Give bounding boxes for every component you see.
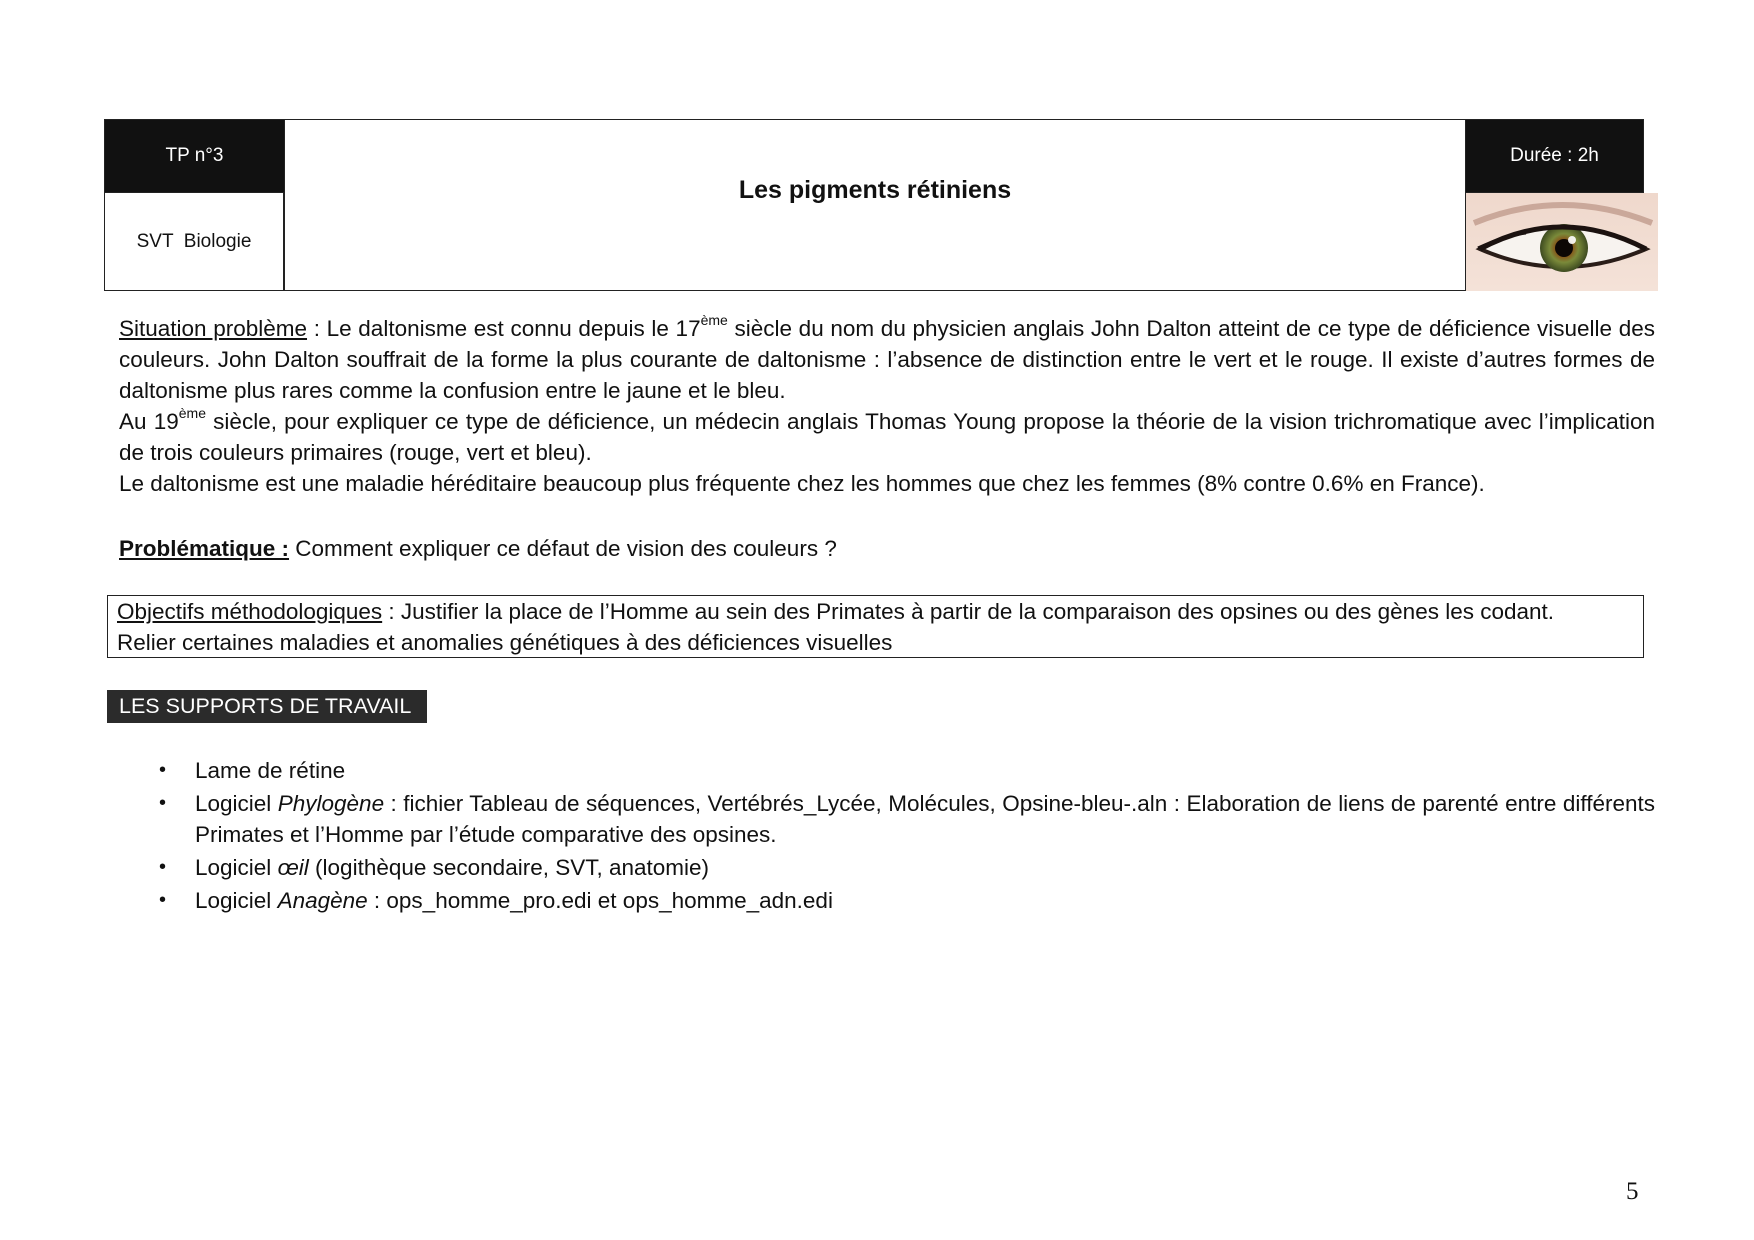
tp-number-cell <box>105 120 284 192</box>
eye-icon <box>1466 193 1658 291</box>
list-item-text: Logiciel <box>195 855 278 880</box>
software-name: Anagène <box>277 888 368 913</box>
situation-text-1b: siècle du nom du physicien anglais John Dalton atteint de ce type de déficience visuelle des couleurs. John Dalton souffrait de la forme la plus courante de daltonisme : l’absence de distinction entre le vert et le rouge. Il existe d’autres formes de daltonisme plus rares comme la confusion entre le jaune et le bleu. <box>119 316 1655 403</box>
duration-cell <box>1465 120 1643 192</box>
supports-heading: LES SUPPORTS DE TRAVAIL <box>107 690 427 723</box>
tp-number: TP n°3 <box>165 145 224 166</box>
list-item <box>119 755 1655 786</box>
page-title: Les pigments rétiniens <box>738 176 1012 204</box>
eye-image-cell <box>1465 192 1643 290</box>
subject-cell <box>105 192 284 290</box>
situation-paragraph <box>119 313 1655 499</box>
problematique-label: Problématique : <box>119 536 290 561</box>
list-item-text: Logiciel <box>195 888 278 913</box>
objectives-line-2: Relier certaines maladies et anomalies génétiques à des déficiences visuelles <box>117 630 893 655</box>
bullet-icon: • <box>159 889 167 911</box>
list-item <box>119 852 1655 883</box>
list-item-text: : fichier Tableau de séquences, Vertébrés_Lycée, Molécules, Opsine-bleu-.aln : Elaboration de liens de parenté entre différents Primates et l’Homme par l’étude comparative des opsines. <box>195 791 1655 847</box>
situation-text-2b: siècle, pour expliquer ce type de déficience, un médecin anglais Thomas Young propose la théorie de la vision trichromatique avec l’implication de trois couleurs primaires (rouge, vert et bleu). <box>119 409 1655 465</box>
situation-text-2a: Au 19 <box>119 409 179 434</box>
problematique-line <box>119 533 837 564</box>
problematique-text: Comment expliquer ce défaut de vision des couleurs ? <box>289 536 837 561</box>
bullet-icon: • <box>159 792 167 814</box>
superscript-2: ème <box>178 405 206 421</box>
header-table <box>104 119 1644 291</box>
list-item-text: : ops_homme_pro.edi et ops_homme_adn.edi <box>367 888 833 913</box>
software-name: œil <box>277 855 309 880</box>
duration-label: Durée : 2h <box>1510 145 1599 166</box>
objectives-label: Objectifs méthodologiques <box>117 599 383 624</box>
objectives-text-1: : Justifier la place de l’Homme au sein des Primates à partir de la comparaison des opsines ou des gènes les codant. <box>382 599 1555 624</box>
list-item <box>119 788 1655 850</box>
list-item-text: (logithèque secondaire, SVT, anatomie) <box>308 855 710 880</box>
title-cell <box>284 120 1465 290</box>
objectives-line-1 <box>117 596 1634 627</box>
list-item <box>119 885 1655 916</box>
bullet-icon: • <box>159 856 167 878</box>
supports-list <box>119 755 1655 918</box>
situation-label: Situation problème <box>119 316 308 341</box>
software-name: Phylogène <box>277 791 385 816</box>
list-item-text: Lame de rétine <box>195 758 346 783</box>
subject-label: SVT Biologie <box>136 230 252 252</box>
situation-line-2 <box>119 406 1655 468</box>
situation-line-3: Le daltonisme est une maladie héréditaire beaucoup plus fréquente chez les hommes que chez les femmes (8% contre 0.6% en France). <box>119 471 1485 496</box>
page-number: 5 <box>1626 1178 1639 1205</box>
list-item-text: Logiciel <box>195 791 278 816</box>
superscript-1: ème <box>700 312 728 328</box>
objectives-box <box>107 595 1644 658</box>
bullet-icon: • <box>159 759 167 781</box>
situation-text-1a: : Le daltonisme est connu depuis le 17 <box>307 316 701 341</box>
